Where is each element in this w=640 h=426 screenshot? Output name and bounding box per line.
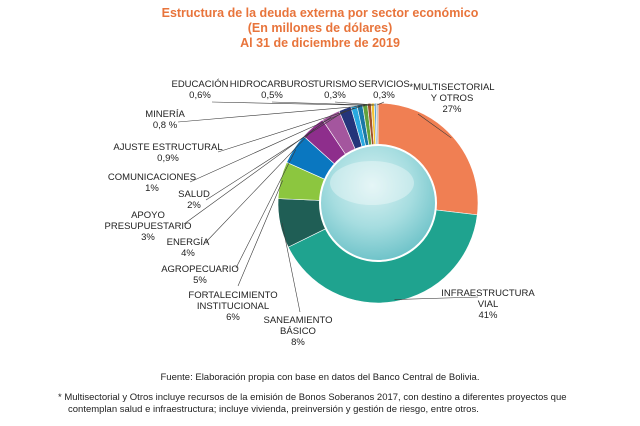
slice-label-name: AJUSTE ESTRUCTURAL bbox=[113, 142, 223, 153]
slice-label-value: 5% bbox=[193, 275, 207, 286]
slice-label-name: AGROPECUARIO bbox=[161, 264, 239, 275]
slice-label-name: INSTITUCIONAL bbox=[196, 301, 270, 312]
slice-label-name: EDUCACIÓN bbox=[171, 79, 229, 90]
footnote bbox=[58, 392, 598, 416]
slice-label-name: HIDROCARBUROS bbox=[229, 79, 315, 90]
slice-label-value: 0,3% bbox=[324, 90, 346, 101]
slice-label-value: 0,8 % bbox=[152, 120, 178, 131]
slice-label-name: MINERÍA bbox=[145, 109, 185, 120]
slice-label-turismo bbox=[313, 79, 357, 101]
donut-center bbox=[320, 145, 436, 261]
leader-line-fortalecimiento-institucional bbox=[238, 181, 283, 286]
slice-label-name: SERVICIOS bbox=[358, 79, 410, 90]
slice-label-name: SALUD bbox=[178, 189, 210, 200]
slice-label-value: 3% bbox=[141, 232, 155, 243]
slice-label-value: 27% bbox=[442, 104, 462, 115]
slice-label-infraestructura-vial bbox=[441, 288, 535, 321]
slice-label-mineria bbox=[145, 109, 185, 131]
center-lens-highlight bbox=[330, 161, 414, 205]
footnote-line-1: * Multisectorial y Otros incluye recursos de la emisión de Bonos Soberanos 2017, con destino a diferentes proyectos que bbox=[58, 392, 567, 403]
slice-label-multisectorial-y-otros bbox=[409, 82, 494, 115]
slice-label-ajuste-estructural bbox=[113, 142, 222, 164]
source-note: Fuente: Elaboración propia con base en datos del Banco Central de Bolivia. bbox=[160, 372, 480, 383]
slice-label-hidrocarburos bbox=[230, 79, 314, 101]
slice-label-salud bbox=[178, 189, 210, 211]
slice-label-name: ENERGÍA bbox=[166, 237, 210, 248]
slice-label-energia bbox=[167, 237, 210, 259]
slice-label-name: BÁSICO bbox=[280, 326, 316, 337]
slice-label-value: 0,6% bbox=[189, 90, 211, 101]
slice-label-name: FORTALECIMIENTO bbox=[188, 290, 278, 301]
slice-label-value: 1% bbox=[145, 183, 159, 194]
slice-label-servicios bbox=[358, 79, 410, 101]
slice-label-value: 0,9% bbox=[157, 153, 179, 164]
slice-label-value: 6% bbox=[226, 312, 240, 323]
slice-label-name: APOYO bbox=[131, 210, 165, 221]
slice-label-value: 0,5% bbox=[261, 90, 283, 101]
chart-title: Estructura de la deuda externa por sector económico bbox=[161, 6, 479, 20]
slice-label-value: 41% bbox=[478, 310, 498, 321]
slice-label-name: Y OTROS bbox=[430, 93, 474, 104]
slice-label-educacion bbox=[171, 79, 228, 101]
slice-label-saneamiento-basico bbox=[264, 315, 333, 348]
slice-label-name: SANEAMIENTO bbox=[263, 315, 333, 326]
chart-date: Al 31 de diciembre de 2019 bbox=[240, 36, 400, 50]
slice-label-value: 4% bbox=[181, 248, 195, 259]
slice-label-name: INFRAESTRUCTURA bbox=[441, 288, 535, 299]
slice-label-name: *MULTISECTORIAL bbox=[409, 82, 495, 93]
slice-label-name: PRESUPUESTARIO bbox=[104, 221, 192, 232]
chart-subtitle: (En millones de dólares) bbox=[247, 21, 393, 35]
slice-label-name: TURISMO bbox=[313, 79, 357, 90]
slice-label-value: 8% bbox=[291, 337, 305, 348]
slice-label-agropecuario bbox=[161, 264, 239, 286]
footnote-line-2: contemplan salud e infraestructura; incluye vivienda, preinversión y gestión de riesgo, entre otros. bbox=[68, 404, 479, 415]
slice-label-value: 2% bbox=[187, 200, 201, 211]
slice-label-name: VIAL bbox=[477, 299, 499, 310]
slice-label-value: 0,3% bbox=[373, 90, 395, 101]
slice-label-name: COMUNICACIONES bbox=[107, 172, 197, 183]
